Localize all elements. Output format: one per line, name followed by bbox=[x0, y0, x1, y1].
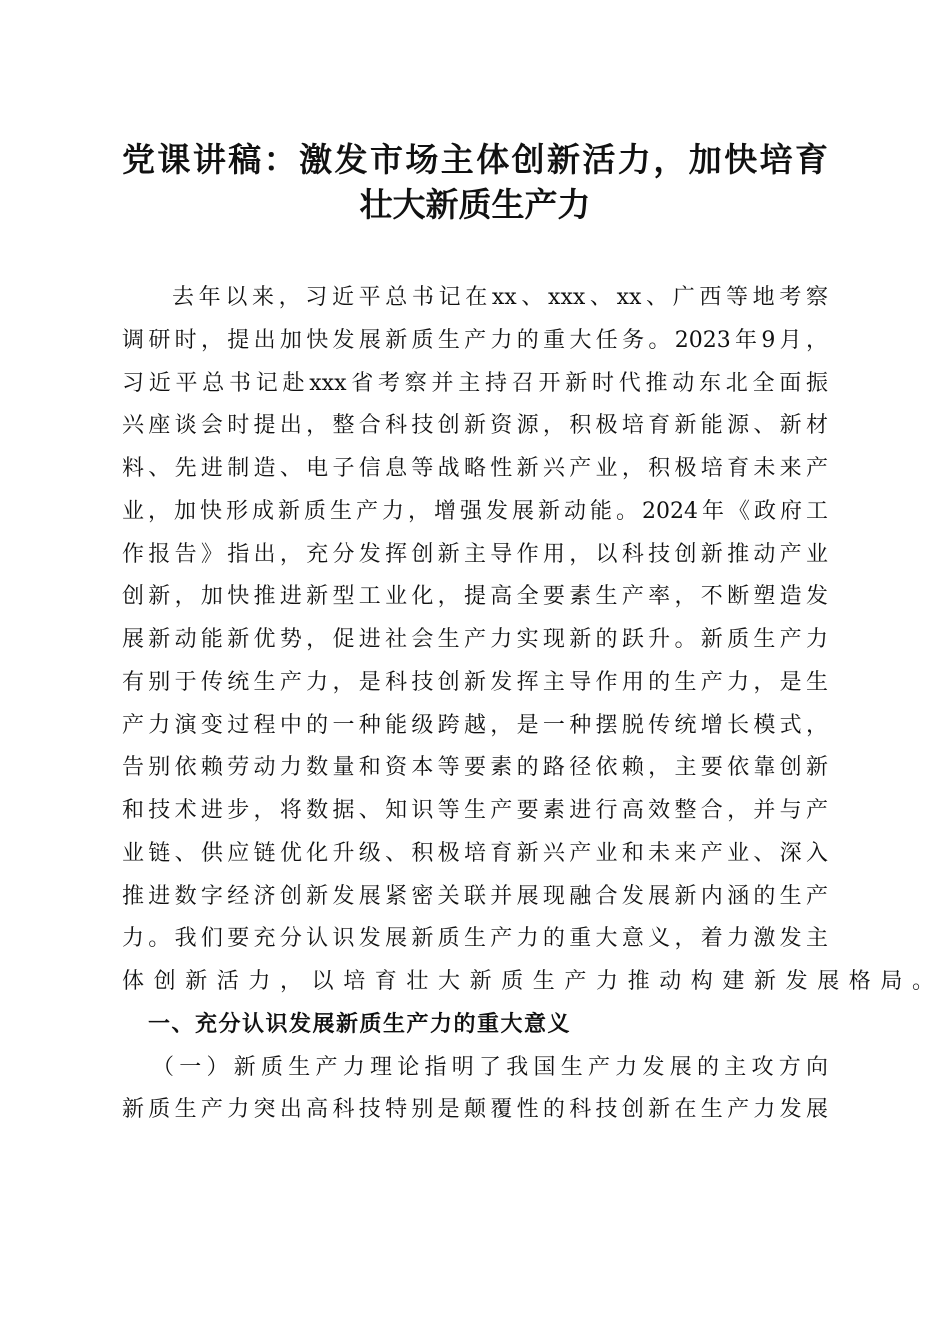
paragraph-line: 有别于传统生产力，是科技创新发挥主导作用的生产力，是生 bbox=[122, 669, 828, 695]
paragraph-line: 新质生产力突出高科技特别是颠覆性的科技创新在生产力发展 bbox=[122, 1097, 828, 1123]
paragraph-line: 和技术进步，将数据、知识等生产要素进行高效整合，并与产 bbox=[122, 798, 828, 823]
paragraph-line: 体创新活力，以培育壮大新质生产力推动构建新发展格局。 bbox=[122, 969, 944, 994]
paragraph-line: 创新，加快推进新型工业化，提高全要素生产率，不断塑造发 bbox=[122, 584, 828, 610]
paragraph-line: 业链、供应链优化升级、积极培育新兴产业和未来产业、深入 bbox=[122, 840, 828, 866]
paragraph-line: 展新动能新优势，促进社会生产力实现新的跃升。新质生产力 bbox=[122, 627, 828, 652]
paragraph-line: 产力演变过程中的一种能级跨越，是一种摆脱传统增长模式， bbox=[122, 712, 828, 738]
document-title-line-2: 壮大新质生产力 bbox=[359, 185, 591, 224]
section-heading: 一、充分认识发展新质生产力的重大意义 bbox=[148, 1011, 572, 1037]
paragraph-line: 去年以来，习近平总书记在xx、xxx、xx、广西等地考察 bbox=[172, 285, 828, 310]
paragraph-line: 习近平总书记赴xxx省考察并主持召开新时代推动东北全面振 bbox=[122, 370, 828, 396]
paragraph-line: 告别依赖劳动力数量和资本等要素的路径依赖，主要依靠创新 bbox=[122, 755, 828, 781]
paragraph-line: 作报告》指出，充分发挥创新主导作用，以科技创新推动产业 bbox=[122, 541, 828, 567]
paragraph-line: 业，加快形成新质生产力，增强发展新动能。2024年《政府工 bbox=[122, 498, 828, 524]
subsection-heading: （一）新质生产力理论指明了我国生产力发展的主攻方向 bbox=[152, 1054, 828, 1080]
paragraph-line: 推进数字经济创新发展紧密关联并展现融合发展新内涵的生产 bbox=[122, 883, 828, 909]
paragraph-line: 料、先进制造、电子信息等战略性新兴产业，积极培育未来产 bbox=[122, 456, 828, 481]
paragraph-line: 兴座谈会时提出，整合科技创新资源，积极培育新能源、新材 bbox=[122, 413, 828, 439]
paragraph-line: 力。我们要充分认识发展新质生产力的重大意义，着力激发主 bbox=[122, 926, 828, 952]
document-title-line-1: 党课讲稿：激发市场主体创新活力，加快培育 bbox=[122, 140, 828, 179]
document-body bbox=[122, 277, 944, 1132]
paragraph-line: 调研时，提出加快发展新质生产力的重大任务。2023年9月， bbox=[122, 327, 828, 353]
